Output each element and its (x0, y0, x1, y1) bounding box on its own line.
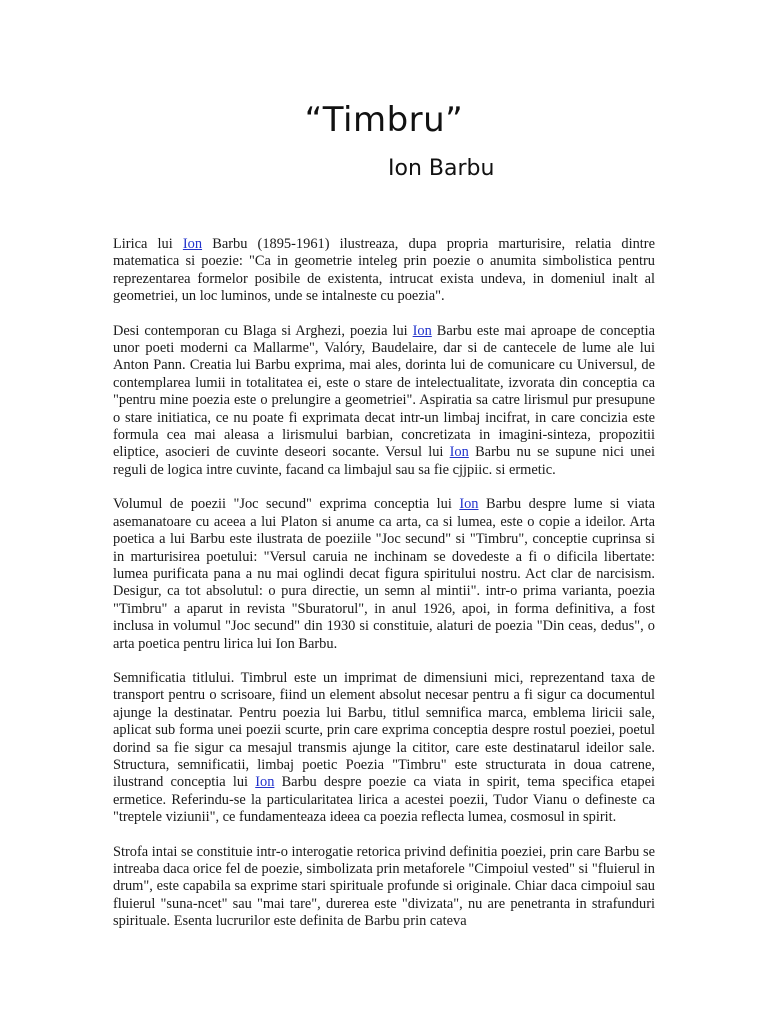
paragraph-text: Strofa intai se constituie intr-o interogatie retorica privind definitia poeziei, prin care Barbu se intreaba daca orice fel de poezie, simbolizata prin metaforele "Cimpoiul vested" si "fluierul in drum", este capabila sa exprime stari spirituale profunde si originale. Chiar daca cimpoiul sau fluierul "suna-ncet" sau "mai tare", durerea este "divizata", nu are penetranta in strafunduri spirituale. Esenta lucrurilor este definita de Barbu prin cateva (113, 843, 655, 930)
paragraph (113, 323, 655, 480)
paragraph (113, 236, 655, 306)
paragraph-text: Barbu (1895-1961) ilustreaza, dupa propria marturisire, relatia dintre matematica si poezie: "Ca in geometrie inteleg prin poezie o anumita simbolistica pentru reprezentarea formelor posibile de existenta, intrucat exista undeva, in domeniul inalt al geometriei, un loc luminos, unde se intalneste cu poezia". (113, 236, 655, 305)
author-link[interactable]: Ion (449, 444, 469, 461)
author-link[interactable]: Ion (459, 496, 479, 513)
paragraph (113, 670, 655, 827)
paragraph-text: Lirica lui (113, 236, 183, 252)
paragraph (113, 844, 655, 931)
paragraph-text: Desi contemporan cu Blaga si Arghezi, poezia lui (113, 322, 413, 339)
paragraph-text: Volumul de poezii "Joc secund" exprima conceptia lui (113, 496, 460, 513)
document-title: “Timbru” (304, 100, 464, 140)
author-link[interactable]: Ion (182, 236, 203, 252)
author-link[interactable]: Ion (412, 322, 432, 339)
paragraph-text: Barbu nu se supune nici unei reguli de logica intre cuvinte, facand ca limbajul sau sa fie cjjpiic. si ermetic. (113, 444, 655, 478)
paragraph-text: Barbu este mai aproape de conceptia unor poeti moderni ca Mallarme", Valóry, Baudelaire, dar si de cantecele de lume ale lui Anton Pann. Creatia lui Barbu exprima, mai ales, dorinta lui de comunicare cu Universul, de contemplarea lumii in totalitatea ei, este o stare de intelectualitate, izvorata din conceptia ca "pentru mine poezia este o prelungire a geometriei". Aspiratia sa catre lirismul pur presupune o stare initiatica, ce nu poate fi exprimata decat intr-un limbaj incifrat, in care concizia este formula cea mai aleasa a lirismului barbian, concretizata in imagini-sinteza, propozitii eliptice, asocieri de cuvinte deseori socante. Versul lui (113, 322, 655, 461)
author-link[interactable]: Ion (255, 774, 275, 791)
paragraph-text: Barbu despre lume si viata asemanatoare cu aceea a lui Platon si anume ca arta, ca si lumea, este o copie a ideilor. Arta poetica a lui Barbu este ilustrata de poeziile "Joc secund" si "Timbru", conceptie cuprinsa si in marturisirea poetului: "Versul caruia ne inchinam se dovedeste a fi o dificila libertate: lumea purificata pana a nu mai oglindi decat figura spiritului nostru. Act clar de narcisism. Desigur, ca tot absolutul: o pura directie, un semn al mintii". intr-o prima varianta, poezia "Timbru" a aparut in revista "Sburatorul", in anul 1926, apoi, in forma definitiva, a fost inclusa in volumul "Joc secund" din 1930 si constituie, alaturi de poezia "Din ceas, dedus", o arta poetica pentru lirica lui Ion Barbu. (113, 496, 655, 652)
paragraph-text: Barbu despre poezie ca viata in spirit, tema specifica etapei ermetice. Referindu-se la particularitatea lirica a acestei poezii, Tudor Vianu o defineste ca "treptele viziunii", ce fundamenteaza ideea ca poezia reflecta lumea, cosmosul in spirit. (113, 774, 655, 826)
document-author: Ion Barbu (388, 156, 495, 181)
paragraph-text: Semnificatia titlului. Timbrul este un imprimat de dimensiuni mici, reprezentand taxa de transport pentru o scrisoare, fiind un element absolut necesar pentru a fi sigur ca documentul ajunge la destinatar. Pentru poezia lui Barbu, titlul semnifica marca, emblema liricii sale, aplicat sub forma unei poezii scurte, prin care exprima conceptia despre rostul poeziei, poetul dorind sa fie sigur ca mesajul transmis ajunge la cititor, care este destinatarul ideilor sale. Structura, semnificatii, limbaj poetic Poezia "Timbru" este structurata in doua catrene, ilustrand conceptia lui (113, 669, 655, 791)
paragraph (113, 496, 655, 653)
document-body (113, 236, 655, 948)
